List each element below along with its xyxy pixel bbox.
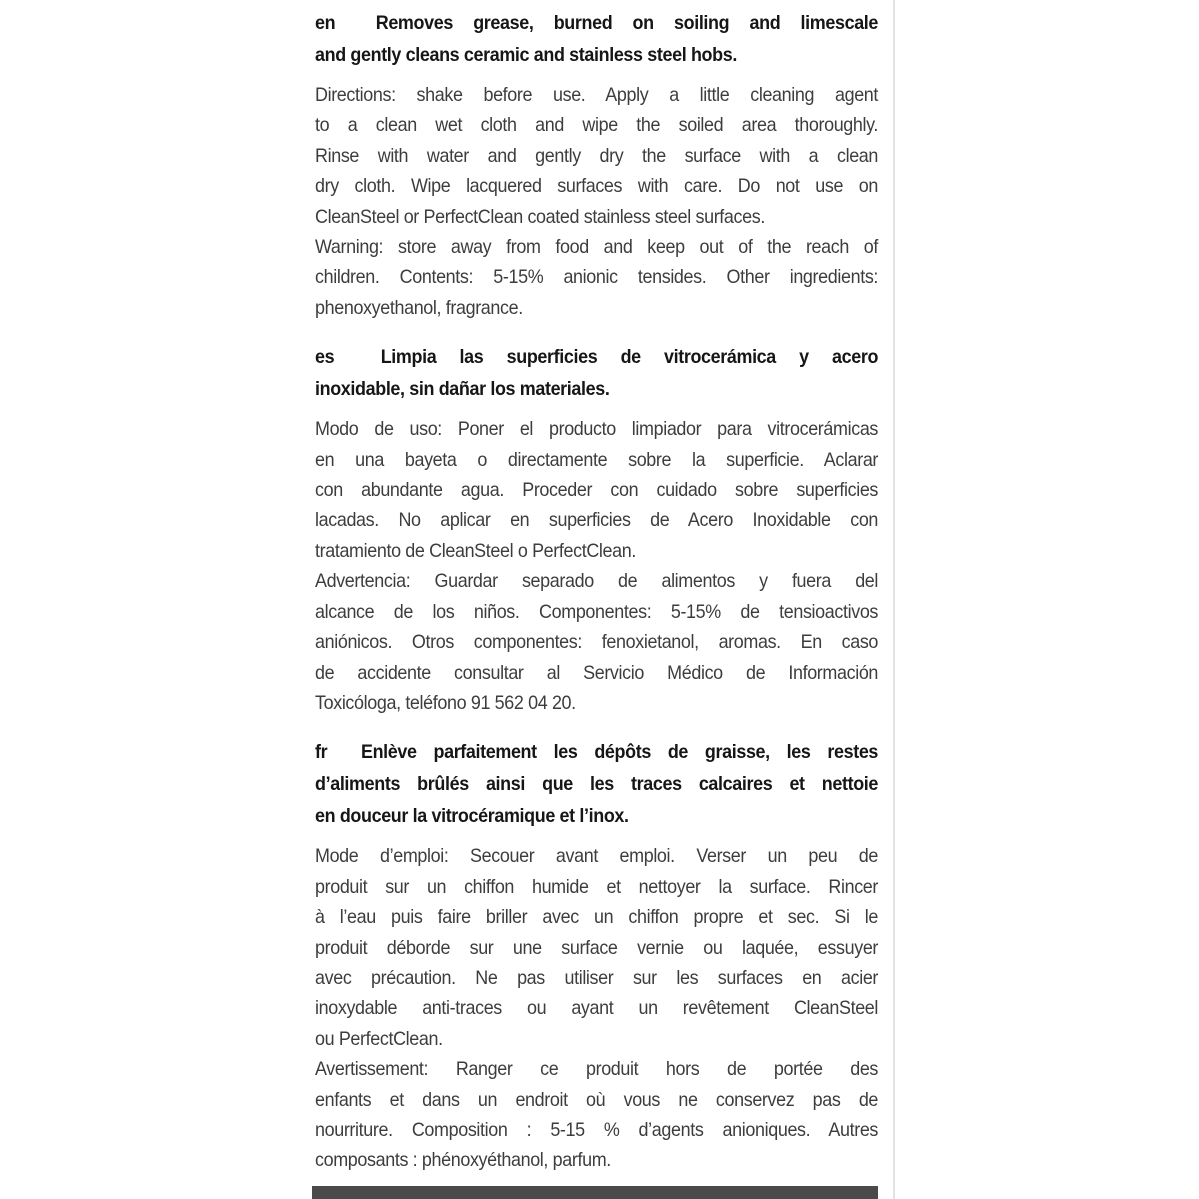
heading-line: es Limpia las superficies de vitrocerámica y acero (315, 346, 879, 369)
label-text-column (315, 7, 878, 1176)
body-text-line: nourriture. Composition : 5-15 % d’agents anioniques. Autres (315, 1118, 879, 1141)
paragraph (315, 80, 878, 232)
body-text-line: en una bayeta o directamente sobre la superficie. Aclarar (315, 448, 879, 471)
body-text-line: produit sur un chiffon humide et nettoyer la surface. Rincer (315, 875, 879, 898)
paragraph (315, 566, 878, 718)
body-text-line: Directions: shake before use. Apply a little cleaning agent (315, 84, 879, 106)
body-text-line: phenoxyethanol, fragrance. (315, 296, 523, 319)
body-text-line: CleanSteel or PerfectClean coated stainless steel surfaces. (315, 205, 765, 228)
section-en (315, 7, 878, 323)
body-text-line: ou PerfectClean. (315, 1027, 443, 1050)
body-text-line: tratamiento de CleanSteel o PerfectClean. (315, 539, 636, 562)
heading-line: and gently cleans ceramic and stainless steel hobs. (315, 44, 737, 66)
body-text-line: composants : phénoxyéthanol, parfum. (315, 1149, 611, 1172)
body-text-line: Toxicóloga, teléfono 91 562 04 20. (315, 691, 576, 714)
body-text-line: aniónicos. Otros componentes: fenoxietanol, aromas. En caso (315, 631, 879, 654)
body-text-line: Warning: store away from food and keep out of the reach of (315, 236, 879, 259)
section-heading-es (315, 341, 878, 405)
body-text-line: Advertencia: Guardar separado de alimentos y fuera del (315, 570, 879, 593)
body-text-line: à l’eau puis faire briller avec un chiffon propre et sec. Si le (315, 906, 879, 929)
body-text-line: Modo de uso: Poner el producto limpiador para vitrocerámicas (315, 418, 879, 441)
body-text-line: lacadas. No aplicar en superficies de Acero Inoxidable con (315, 509, 879, 532)
body-text-line: con abundante agua. Proceder con cuidado sobre superficies (315, 479, 879, 502)
section-heading-fr (315, 736, 878, 832)
paragraph (315, 414, 878, 566)
body-text-line: avec précaution. Ne pas utiliser sur les surfaces en acier (315, 966, 879, 989)
body-text-line: Rinse with water and gently dry the surface with a clean (315, 144, 879, 167)
paragraph (315, 841, 878, 1054)
heading-line: d’aliments brûlés ainsi que les traces calcaires et nettoie (315, 773, 879, 796)
body-text-line: Avertissement: Ranger ce produit hors de portée des (315, 1058, 879, 1081)
body-text-line: to a clean wet cloth and wipe the soiled area thoroughly. (315, 114, 879, 137)
body-text-line: inoxydable anti-traces ou ayant un revêtement CleanSteel (315, 997, 879, 1020)
heading-line: en Removes grease, burned on soiling and limescale (315, 12, 879, 34)
body-text-line: enfants et dans un endroit où vous ne conservez pas de (315, 1088, 879, 1111)
body-text-line: dry cloth. Wipe lacquered surfaces with care. Do not use on (315, 175, 879, 198)
heading-line: inoxidable, sin dañar los materiales. (315, 378, 610, 401)
heading-line: fr Enlève parfaitement les dépôts de graisse, les restes (315, 741, 879, 764)
body-text-line: children. Contents: 5-15% anionic tensides. Other ingredients: (315, 266, 879, 289)
body-text-line: de accidente consultar al Servicio Médico de Información (315, 661, 879, 684)
heading-line: en douceur la vitrocéramique et l’inox. (315, 805, 629, 828)
paragraph (315, 1054, 878, 1176)
body-text-line: alcance de los niños. Componentes: 5-15% de tensioactivos (315, 600, 879, 623)
paragraph (315, 232, 878, 323)
body-text-line: produit déborde sur une surface vernie ou laquée, essuyer (315, 936, 879, 959)
section-heading-en (315, 7, 878, 71)
section-es (315, 341, 878, 718)
bottom-crop-bar (312, 1186, 878, 1199)
section-fr (315, 736, 878, 1175)
right-edge-rule (893, 0, 895, 1199)
body-text-line: Mode d’emploi: Secouer avant emploi. Verser un peu de (315, 845, 879, 868)
